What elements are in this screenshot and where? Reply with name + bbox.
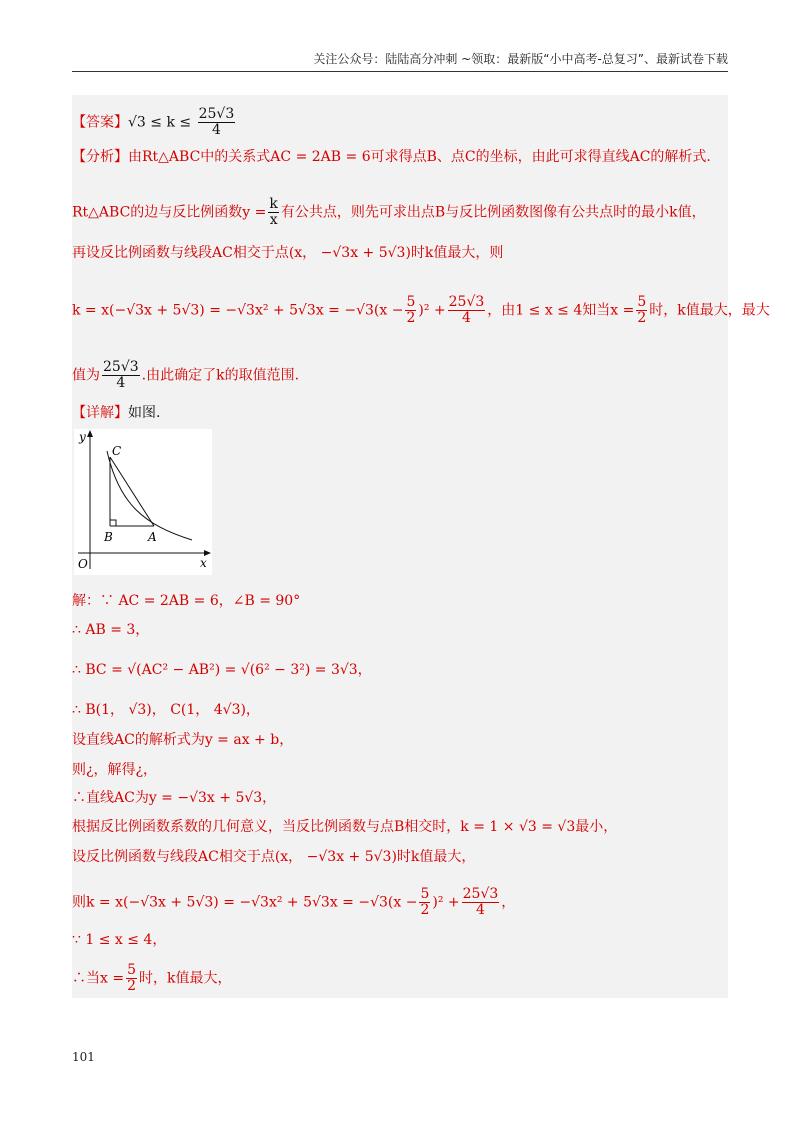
solution-line-2 [72, 620, 728, 640]
fraction-num: 25√3 [448, 294, 485, 310]
analysis-text-3: 再设反比例函数与线段AC相交于点(x， −√3x + 5√3)时k值最大，则 [72, 245, 504, 261]
analysis-text-5a: 值为 [72, 367, 100, 384]
analysis-text-2a: Rt△ABC的边与反比例函数y = [72, 204, 267, 221]
solution-fraction-2 [462, 887, 500, 918]
solution-text-10a: 则k = x(−√3x + 5√3) = −√3x² + 5√3x = −√3(x − [72, 894, 418, 911]
solution-text-5: 设直线AC的解析式为y = ax + b， [72, 732, 294, 748]
analysis-line-2 [72, 197, 728, 228]
analysis-fraction-2 [448, 295, 486, 326]
solution-text-3: ∴ BC = √(AC² − AB²) = √(6² − 3²) = 3√3， [72, 662, 372, 678]
analysis-text-4g: 时，k值最大，最大 [649, 302, 770, 319]
analysis-text-4c: )² + [418, 302, 446, 319]
fraction-num: 25√3 [462, 886, 499, 902]
solution-text-9: 设反比例函数与线段AC相交于点(x， −√3x + 5√3)时k值最大， [72, 849, 476, 865]
triangle-figure [74, 429, 212, 575]
solution-text-8: 根据反比例函数系数的几何意义，当反比例函数与点B相交时，k = 1 × √3 = √3最小， [72, 819, 618, 835]
analysis-text-5b: .由此确定了k的取值范围. [141, 367, 300, 384]
solution-text-4: ∴ B(1， √3)， C(1， 4√3)， [72, 702, 260, 718]
analysis-label: 【分析】 [72, 149, 128, 165]
fraction-num: 5 [127, 962, 136, 978]
fraction-den: 2 [637, 310, 647, 326]
analysis-line-4 [72, 294, 770, 326]
answer-fraction-num: 25√3 [198, 106, 235, 122]
answer-fraction-den: 4 [211, 122, 221, 138]
analysis-line-5 [72, 360, 728, 391]
solution-text-6: 则¿，解得¿， [72, 762, 158, 778]
solution-fraction-3 [126, 963, 137, 994]
analysis-line-1 [72, 147, 728, 167]
point-c-label: C [112, 444, 122, 458]
solution-text-12a: ∴当x = [72, 970, 125, 987]
solution-text-11: ∵ 1 ≤ x ≤ 4， [72, 932, 167, 948]
solution-line-7 [72, 788, 728, 808]
solution-text-10b: )² + [432, 894, 460, 911]
fraction-num: 25√3 [103, 359, 139, 375]
answer-line [72, 107, 728, 138]
point-a-label: A [148, 530, 157, 544]
fraction-num: 5 [637, 294, 647, 310]
solution-text-10c: ， [501, 894, 516, 911]
solution-panel [72, 95, 770, 998]
solution-line-12 [72, 963, 728, 994]
y-axis-label: y [79, 430, 86, 444]
solution-text-12b: 时，k值最大， [139, 970, 232, 987]
fraction-den: 2 [420, 902, 430, 918]
analysis-text-2b: 有公共点，则先可求出点B与反比例函数图像有公共点时的最小k值， [280, 204, 706, 221]
solution-line-3 [72, 660, 728, 680]
analysis-fraction-1 [405, 295, 416, 326]
header-divider [72, 71, 728, 72]
fraction-den: 4 [116, 375, 126, 391]
analysis-fraction-3 [636, 295, 647, 326]
analysis-text-4a: k = x(−√3x + 5√3) = −√3x² + 5√3x = −√3(x − [72, 302, 404, 319]
solution-text-7: ∴直线AC为y = −√3x + 5√3， [72, 790, 277, 806]
solution-line-6 [72, 760, 728, 780]
solution-line-4 [72, 700, 728, 720]
analysis-text-4e: ，由1 ≤ x ≤ 4知当x = [487, 302, 635, 319]
analysis-line-3 [72, 243, 728, 263]
fraction-num: 5 [406, 294, 416, 310]
fraction-den: 2 [127, 978, 136, 994]
solution-line-10 [72, 887, 728, 918]
solution-line-5 [72, 730, 728, 750]
solution-line-1 [72, 591, 728, 611]
detail-text: 如图. [128, 405, 161, 421]
answer-fraction [198, 107, 236, 138]
x-axis-label: x [200, 556, 207, 570]
fraction-num: k [269, 196, 278, 212]
solution-line-9 [72, 847, 728, 867]
origin-label: O [78, 557, 88, 571]
analysis-fraction-4 [102, 360, 140, 391]
fraction-den: 2 [406, 310, 416, 326]
detail-label: 【详解】 [72, 405, 128, 421]
solution-text-2: ∴ AB = 3， [72, 622, 150, 638]
fraction-den: x [269, 212, 278, 228]
page-header: 关注公众号：陆陆高分冲刺 ~领取：最新版“小中高考-总复习”、最新试卷下载 [313, 52, 728, 66]
solution-line-8 [72, 817, 728, 837]
solution-text-1: 解：∵ AC = 2AB = 6，∠B = 90° [72, 593, 301, 609]
fraction-num: 5 [420, 886, 430, 902]
solution-line-11 [72, 930, 728, 950]
fraction-den: 4 [462, 310, 471, 326]
answer-label: 【答案】 [72, 114, 128, 131]
answer-lhs: √3 ≤ k ≤ [128, 114, 196, 131]
point-b-label: B [104, 530, 113, 544]
page-number: 101 [72, 1050, 95, 1064]
analysis-text-1: 由Rt△ABC中的关系式AC = 2AB = 6可求得点B、点C的坐标，由此可求得直线AC的解析式. [128, 149, 711, 165]
solution-fraction-1 [419, 887, 430, 918]
analysis-fraction-kx [268, 197, 278, 228]
detail-line [72, 403, 728, 423]
fraction-den: 4 [476, 902, 485, 918]
